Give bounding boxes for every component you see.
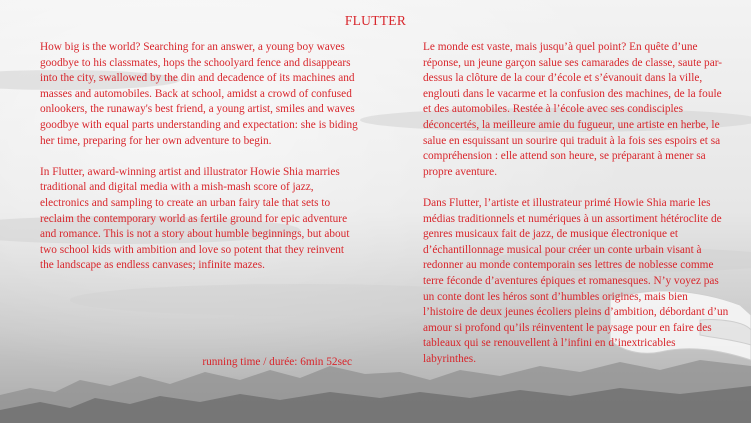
french-synopsis [423, 40, 729, 383]
french-paragraph-2: Dans Flutter, l’artiste et illustrateur primé Howie Shia marie les médias traditionnels et numériques à un assortiment hétéroclite de genres musicaux fait de jazz, de musique électronique et d’échantillonnage musical pour créer un conte urbain visant à redonner au monde contemporain ses lettres de noblesse comme terre féconde d’aventures épiques et romanesques. N’y voyez pas un conte dont les héros sont d’humbles origines, mais bien l’histoire de deux jeunes écoliers pleins d’ambition, débordant d’un amour si profond qu’ils réinventent le paysage pour en faire des tableaux qui se renouvellent à l’infini en d’inextricables labyrinthes. [423, 196, 729, 365]
english-paragraph-1: How big is the world? Searching for an answer, a young boy waves goodbye to his classmates, hops the schoolyard fence and disappears into the city, swallowed by the din and decadence of its machines and masses and automobiles. Back at school, amidst a crowd of confused onlookers, the runaway's best friend, a young artist, smiles and waves goodbye with equal parts understanding and expectation: she is biding her time, preparing for her own adventure to begin. [40, 41, 358, 147]
english-paragraph-2: In Flutter, award-winning artist and illustrator Howie Shia marries traditional and digital media with a mish-mash score of jazz, electronics and sampling to create an urban fairy tale that sets to reclaim the contemporary world as fertile ground for epic adventure and romance. This is not a story about humble beginnings, but about two school kids with ambition and love so potent that they reinvent the landscape as endless canvases; infinite mazes. [40, 165, 350, 272]
french-paragraph-1: Le monde est vaste, mais jusqu’à quel point? En quête d’une réponse, un jeune garçon salue ses camarades de classe, saute par-dessus la clôture de la cour d’école et s’évanouit dans la ville, englouti dans le vacarme et la confusion des machines, de la foule et des automobiles. Restée à l’école avec ses condisciples déconcertés, la meilleure amie du fugueur, une artiste en herbe, le salue en esquissant un sourire qui traduit à la fois ses espoirs et sa compréhension : elle attend son heure, se préparant à mener sa propre aventure. [423, 41, 723, 178]
running-time: running time / durée: 6min 52sec [202, 356, 352, 368]
page-title: FLUTTER [344, 13, 407, 28]
english-synopsis [40, 40, 358, 290]
